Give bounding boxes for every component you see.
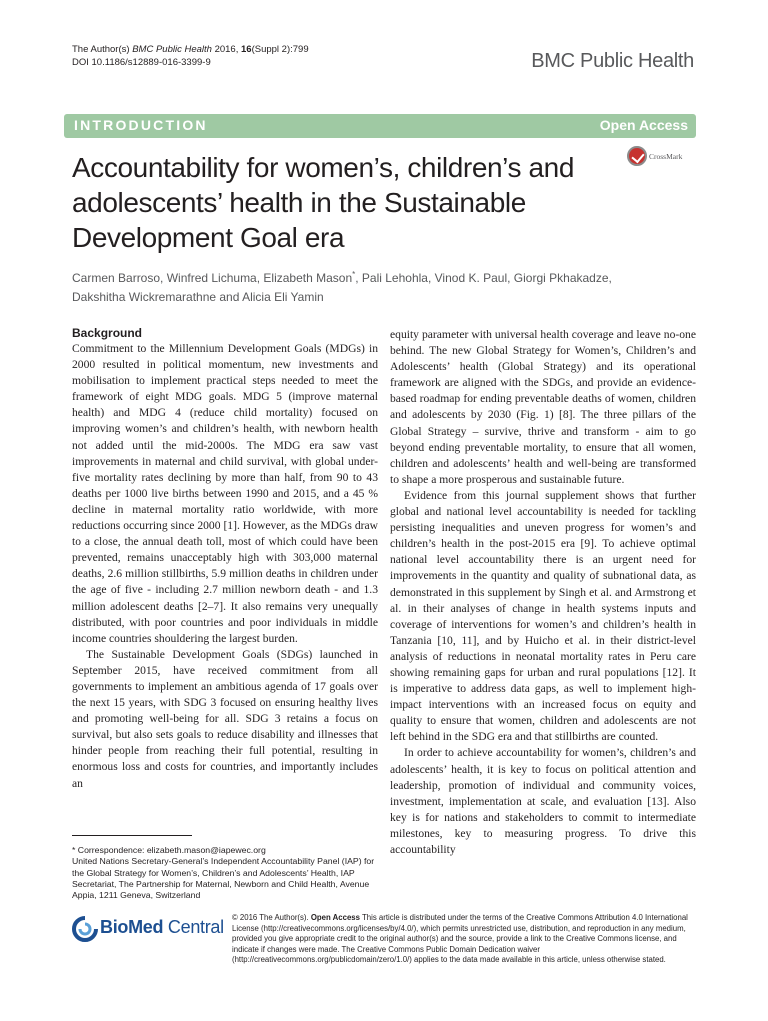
body-column-left: [72, 325, 378, 792]
open-access-bold: Open Access: [310, 913, 360, 922]
authors-part-a: Carmen Barroso, Winfred Lichuma, Elizabeth Mason: [72, 271, 353, 285]
paragraph: The Sustainable Development Goals (SDGs) launched in September 2015, have received commitment from all governments to implement an ambitious agenda of 17 goals over the next 15 years, with SDG 3 focused on ensuring healthy lives and promoting well-being for all. SDG 3 retains a focus on survival, but also sets goals to reduce disability and illnesses that hinder people from reaching their full potential, resulting in enormous loss and costs for countries, and importantly includes an: [72, 647, 378, 790]
paragraph: equity parameter with universal health coverage and leave no-one behind. The new Global Strategy for Women’s, Children’s and Adolescents’ health (Global Strategy) and its operational framework are aligned with the SDGs, and provide an evidence-based roadmap for ending preventable deaths of women, children and adolescents by 2030 (Fig. 1) [8]. The three pillars of the Global Strategy – survive, thrive and transform - aim to go beyond ending preventable mortality, to ensure that all women, children and adolescents’ health and well-being are transformed to shape a more prosperous and sustainable future.: [390, 328, 696, 486]
doi-link[interactable]: DOI 10.1186/s12889-016-3399-9: [72, 57, 211, 68]
copyright: © 2016 The Author(s).: [232, 913, 311, 922]
paragraph: Commitment to the Millennium Development Goals (MDGs) in 2000 resulted in political momentum, new investments and mobilisation to implement practical steps needed to meet the framework of eight MDG goals. MDG 5 (improve maternal health) and MDG 4 (reduce child mortality) focused on improving women’s and children’s health, with newborn health not added until the mid-2000s. The MDG era saw vast improvements in maternal and child survival, with global under-five mortality rates declining by more than half, from 90 to 43 deaths per 1000 live births between 1990 and 2015, and a 45 % decline in maternal mortality ratio worldwide, with more reductions occurring since 2000 [1]. However, as the MDGs draw to a close, the annual death toll, most of which could have been prevented, remains unacceptably high with 303,000 maternal deaths, 2.6 million stillbirths, 5.9 million deaths in children under the age of five - including 2.7 million newborn death - and 1.3 million adolescent deaths [2–7]. It also remains very unequally distributed, with poor countries and poor individuals in middle income countries shouldering the largest burden.: [72, 342, 378, 645]
journal-logo: BMC Public Health: [531, 50, 694, 72]
open-access-label: Open Access: [599, 117, 688, 133]
article-type-banner: [64, 114, 696, 138]
citation-year: 2016,: [211, 44, 241, 55]
corresponding-author-mark: *: [352, 270, 356, 279]
license-text: This article is distributed under the terms of the Creative Commons Attribution 4.0 International License (http://creativecommons.org/licenses/by/4.0/), which permits unrestricted use, distribution, and reproduction in any medium, provided you give appropriate credit to the original author(s) and the source, provide a link to the Creative Commons license, and indicate if changes were made. The Creative Commons Public Domain Dedication waiver (http://creativecommons.org/publicdomain/zero/1.0/) applies to the data made available in this article, unless otherwise stated.: [232, 913, 688, 965]
authors-part-b: , Pali Lehohla, Vinod K. Paul, Giorgi Pkhakadze,: [355, 271, 612, 285]
citation-line: [72, 43, 309, 56]
publisher-logo: [72, 916, 224, 942]
paragraph: In order to achieve accountability for women’s, children’s and adolescents’ health, it is key to focus on political attention and leadership, promotion of individual and community voices, investment, implementation at scale, and evaluation [13]. Also key is for nations and stakeholders to commit to intermediate milestones, key to measuring progress. To drive this accountability: [390, 746, 696, 856]
author-list: [72, 265, 692, 307]
affiliation: United Nations Secretary-General’s Independent Accountability Panel (IAP) for the Global Strategy for Women’s, Children’s and Adolescents’ Health, IAP Secretariat, The Partnership for Maternal, Newborn and Child Health, Avenue Appia, 1211 Geneva, Switzerland: [72, 856, 375, 901]
correspondence-email[interactable]: * Correspondence: elizabeth.mason@iapewec.org: [72, 845, 266, 855]
author-line-2: Dakshitha Wickremarathne and Alicia Eli Yamin: [72, 290, 324, 304]
author-line-1: [72, 265, 692, 288]
body-column-right: [390, 327, 696, 858]
crossmark-icon: [627, 146, 647, 166]
citation-block: [72, 43, 309, 69]
article-title: Accountability for women’s, children’s and adolescents’ health in the Sustainable Development Goal era: [72, 152, 574, 253]
publisher-logo-regular: Central: [163, 917, 224, 938]
section-heading: Background: [72, 326, 143, 340]
correspondence-footnote: [72, 845, 378, 901]
footnote-divider: [72, 835, 192, 836]
publisher-logo-bold: BioMed: [100, 917, 164, 938]
paragraph: Evidence from this journal supplement shows that further global and national level accountability is needed for tackling persisting inequalities and uneven progress for women’s and children’s health in the post-2015 era [9]. To achieve optimal national level accountability there is an urgent need for improvements in the quantity and quality of subnational data, as demonstrated in this supplement by Singh et al. and Armstrong et al. in their analyses of change in health systems inputs and coverage of interventions for women’s and children’s health in Tanzania [10, 11], and by Huicho et al. in their district-level analysis of reductions in neonatal mortality rates in Peru care showing remaining gaps for urban and rural populations [12]. It is imperative to address data gaps, as well to implement high-impact interventions with an increased focus on equity and quality to ensure that women, children and adolescents are not left behind in the SDG era and that stillbirths are counted.: [390, 488, 696, 744]
citation-volume: 16: [241, 44, 252, 55]
citation-journal: BMC Public Health: [132, 44, 212, 55]
crossmark-badge[interactable]: [627, 146, 697, 166]
biomed-central-icon: [72, 916, 98, 942]
crossmark-label: CrossMark: [649, 151, 683, 161]
section-type-label: INTRODUCTION: [74, 117, 208, 133]
citation-suffix: (Suppl 2):799: [251, 44, 309, 55]
license-statement: [232, 913, 698, 966]
citation-prefix: The Author(s): [72, 44, 133, 55]
